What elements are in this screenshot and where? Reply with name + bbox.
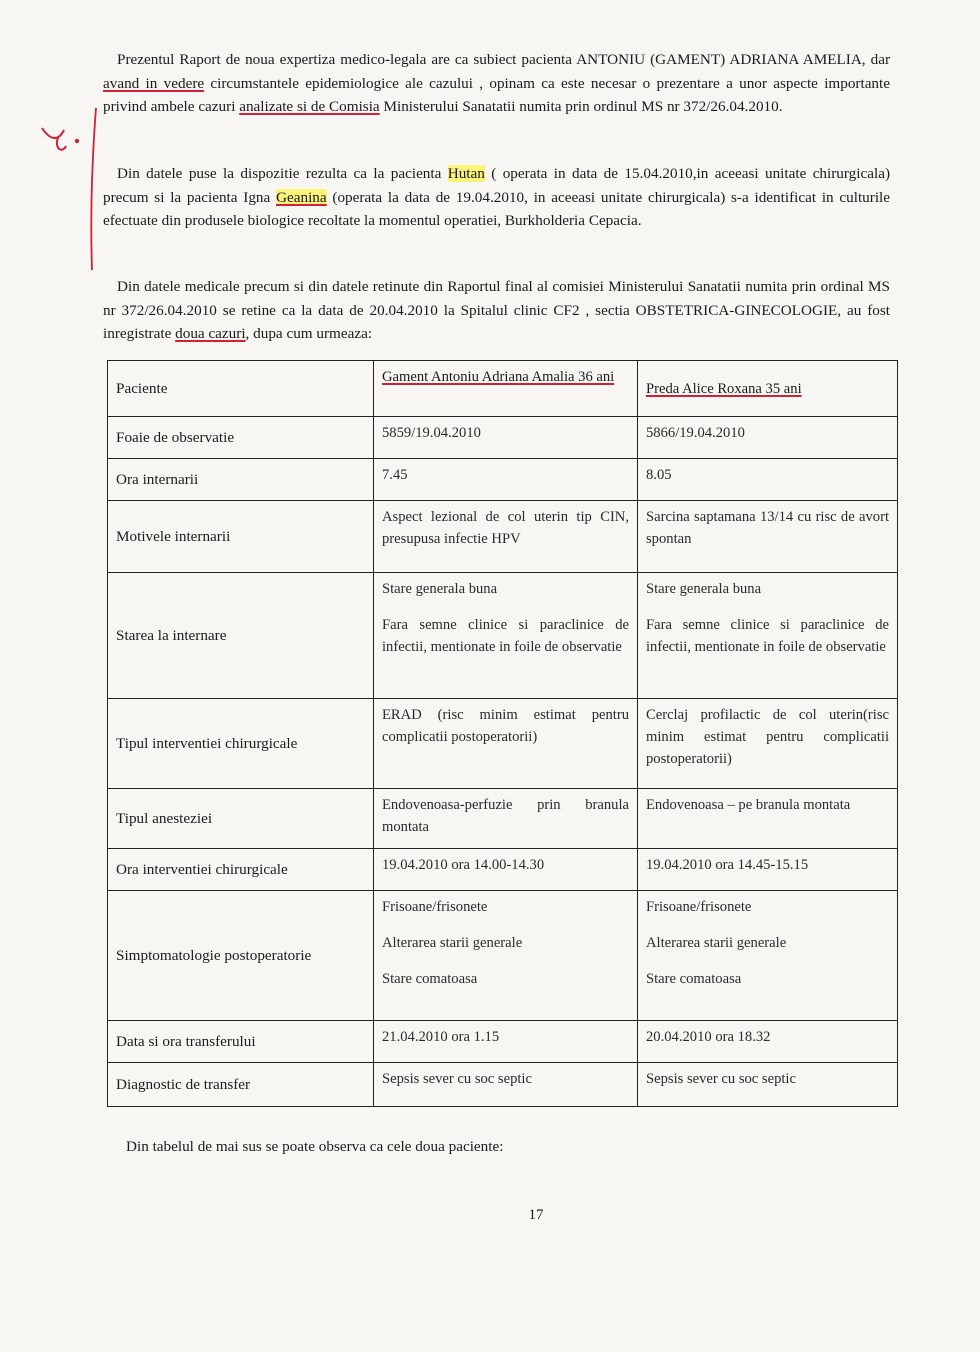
- p1-underlined-phrase-2: analizate si de Comisia: [239, 98, 380, 115]
- p1-text-e: Ministerului Sanatatii numita prin ordinul MS nr 372/26.04.2010.: [379, 98, 783, 115]
- row-label: Simptomatologie postoperatorie: [108, 891, 374, 1021]
- cell-text: Aspect lezional de col uterin tip CIN, presupusa infectie HPV: [382, 509, 629, 547]
- p1-text-c: circumstantele epidemiologice ale cazului , opinam ca este necesar o prezentare a unor aspecte importante privind ambele cazuri: [103, 74, 890, 115]
- cell-text: Alterarea starii generale: [646, 935, 787, 951]
- row-label: Starea la internare: [108, 573, 374, 699]
- row-label: Ora internarii: [108, 459, 374, 501]
- cell-text: 5866/19.04.2010: [646, 425, 745, 441]
- cell-text: Stare generala buna: [382, 581, 498, 597]
- cell-text: 7.45: [382, 467, 408, 483]
- cell-text: 5859/19.04.2010: [382, 425, 481, 441]
- cell-text: Stare comatoasa: [382, 971, 478, 987]
- cell-text: Endovenoasa – pe branula montata: [646, 797, 851, 813]
- p1-underlined-phrase: avand in vedere: [103, 74, 205, 92]
- row-label: Tipul interventiei chirurgicale: [108, 699, 374, 789]
- page-number: 17: [528, 1207, 544, 1223]
- cell-text: Cerclaj profilactic de col uterin(risc minim estimat pentru complicatii postoperatorii): [646, 707, 889, 767]
- cell-text: 19.04.2010 ora 14.00-14.30: [382, 857, 545, 873]
- row-label: Data si ora transferului: [108, 1021, 374, 1063]
- highlight-geanina: Geanina: [276, 188, 327, 206]
- p2-text-b: ( operata in data de 15.04.2010,in aceeasi unitate chirurgicala) precum si la pacienta Igna: [103, 165, 890, 206]
- cell-text: Endovenoasa-perfuzie prin branula montata: [382, 797, 629, 835]
- cell-text: Alterarea starii generale: [382, 935, 523, 951]
- cell-text: 20.04.2010 ora 18.32: [646, 1029, 771, 1045]
- cell-text: Sepsis sever cu soc septic: [382, 1071, 532, 1087]
- row-label: Diagnostic de transfer: [108, 1063, 374, 1107]
- row-label: Tipul anesteziei: [108, 789, 374, 849]
- cell-text: Frisoane/frisonete: [382, 899, 488, 915]
- cell-text: Fara semne clinice si paraclinice de infectii, mentionate in foile de observatie: [646, 617, 889, 655]
- row-label: Foaie de observatie: [108, 417, 374, 459]
- patient-2-name: Preda Alice Roxana 35 ani: [646, 380, 802, 397]
- row-label: Ora interventiei chirurgicale: [108, 849, 374, 891]
- p2-text-a: Din datele puse la dispozitie rezulta ca la pacienta: [117, 165, 448, 182]
- cell-text: Frisoane/frisonete: [646, 899, 752, 915]
- p1-text-a: Prezentul Raport de noua expertiza medico-legala are ca subiect pacienta ANTONIU (GAMENT) ADRIANA AMELIA, dar: [117, 51, 890, 68]
- cell-text: Stare comatoasa: [646, 971, 742, 987]
- row-label: Motivele internarii: [108, 501, 374, 573]
- cell-text: 19.04.2010 ora 14.45-15.15: [646, 857, 809, 873]
- p3-text-a: Din datele medicale precum si din datele retinute din Raportul final al comisiei Ministerului Sanatatii numita prin ordinal MS nr 372/26.04.2010 se retine ca la data de 20.04.2010 la Spitalul clinic CF2 , sectia OBSTETRICA-GINECOLOGIE, au fost inregistrate: [103, 278, 890, 342]
- highlight-hutan: Hutan: [447, 165, 485, 182]
- cell-text: 8.05: [646, 467, 672, 483]
- p3-text-c: , dupa cum urmeaza:: [245, 325, 373, 342]
- cell-text: 21.04.2010 ora 1.15: [382, 1029, 500, 1045]
- cell-text: Sepsis sever cu soc septic: [646, 1071, 796, 1087]
- cell-text: Fara semne clinice si paraclinice de infectii, mentionate in foile de observatie: [382, 617, 629, 655]
- header-label: Paciente: [108, 361, 374, 417]
- p3-underlined-phrase: doua cazuri: [175, 325, 246, 342]
- after-table-text: Din tabelul de mai sus se poate observa ca cele doua paciente:: [126, 1138, 504, 1155]
- p2-text-c: (operata la data de 19.04.2010, in aceeasi unitate chirurgicala) s-a identificat in culturile efectuate din produsele biologice recoltate la momentul operatiei, Burkholderia Cepacia.: [103, 188, 890, 229]
- patient-1-name: Gament Antoniu Adriana Amalia 36 ani: [382, 369, 615, 385]
- cell-text: ERAD (risc minim estimat pentru complicatii postoperatorii): [382, 707, 629, 745]
- cell-text: Sarcina saptamana 13/14 cu risc de avort spontan: [646, 509, 889, 547]
- cell-text: Stare generala buna: [646, 581, 762, 597]
